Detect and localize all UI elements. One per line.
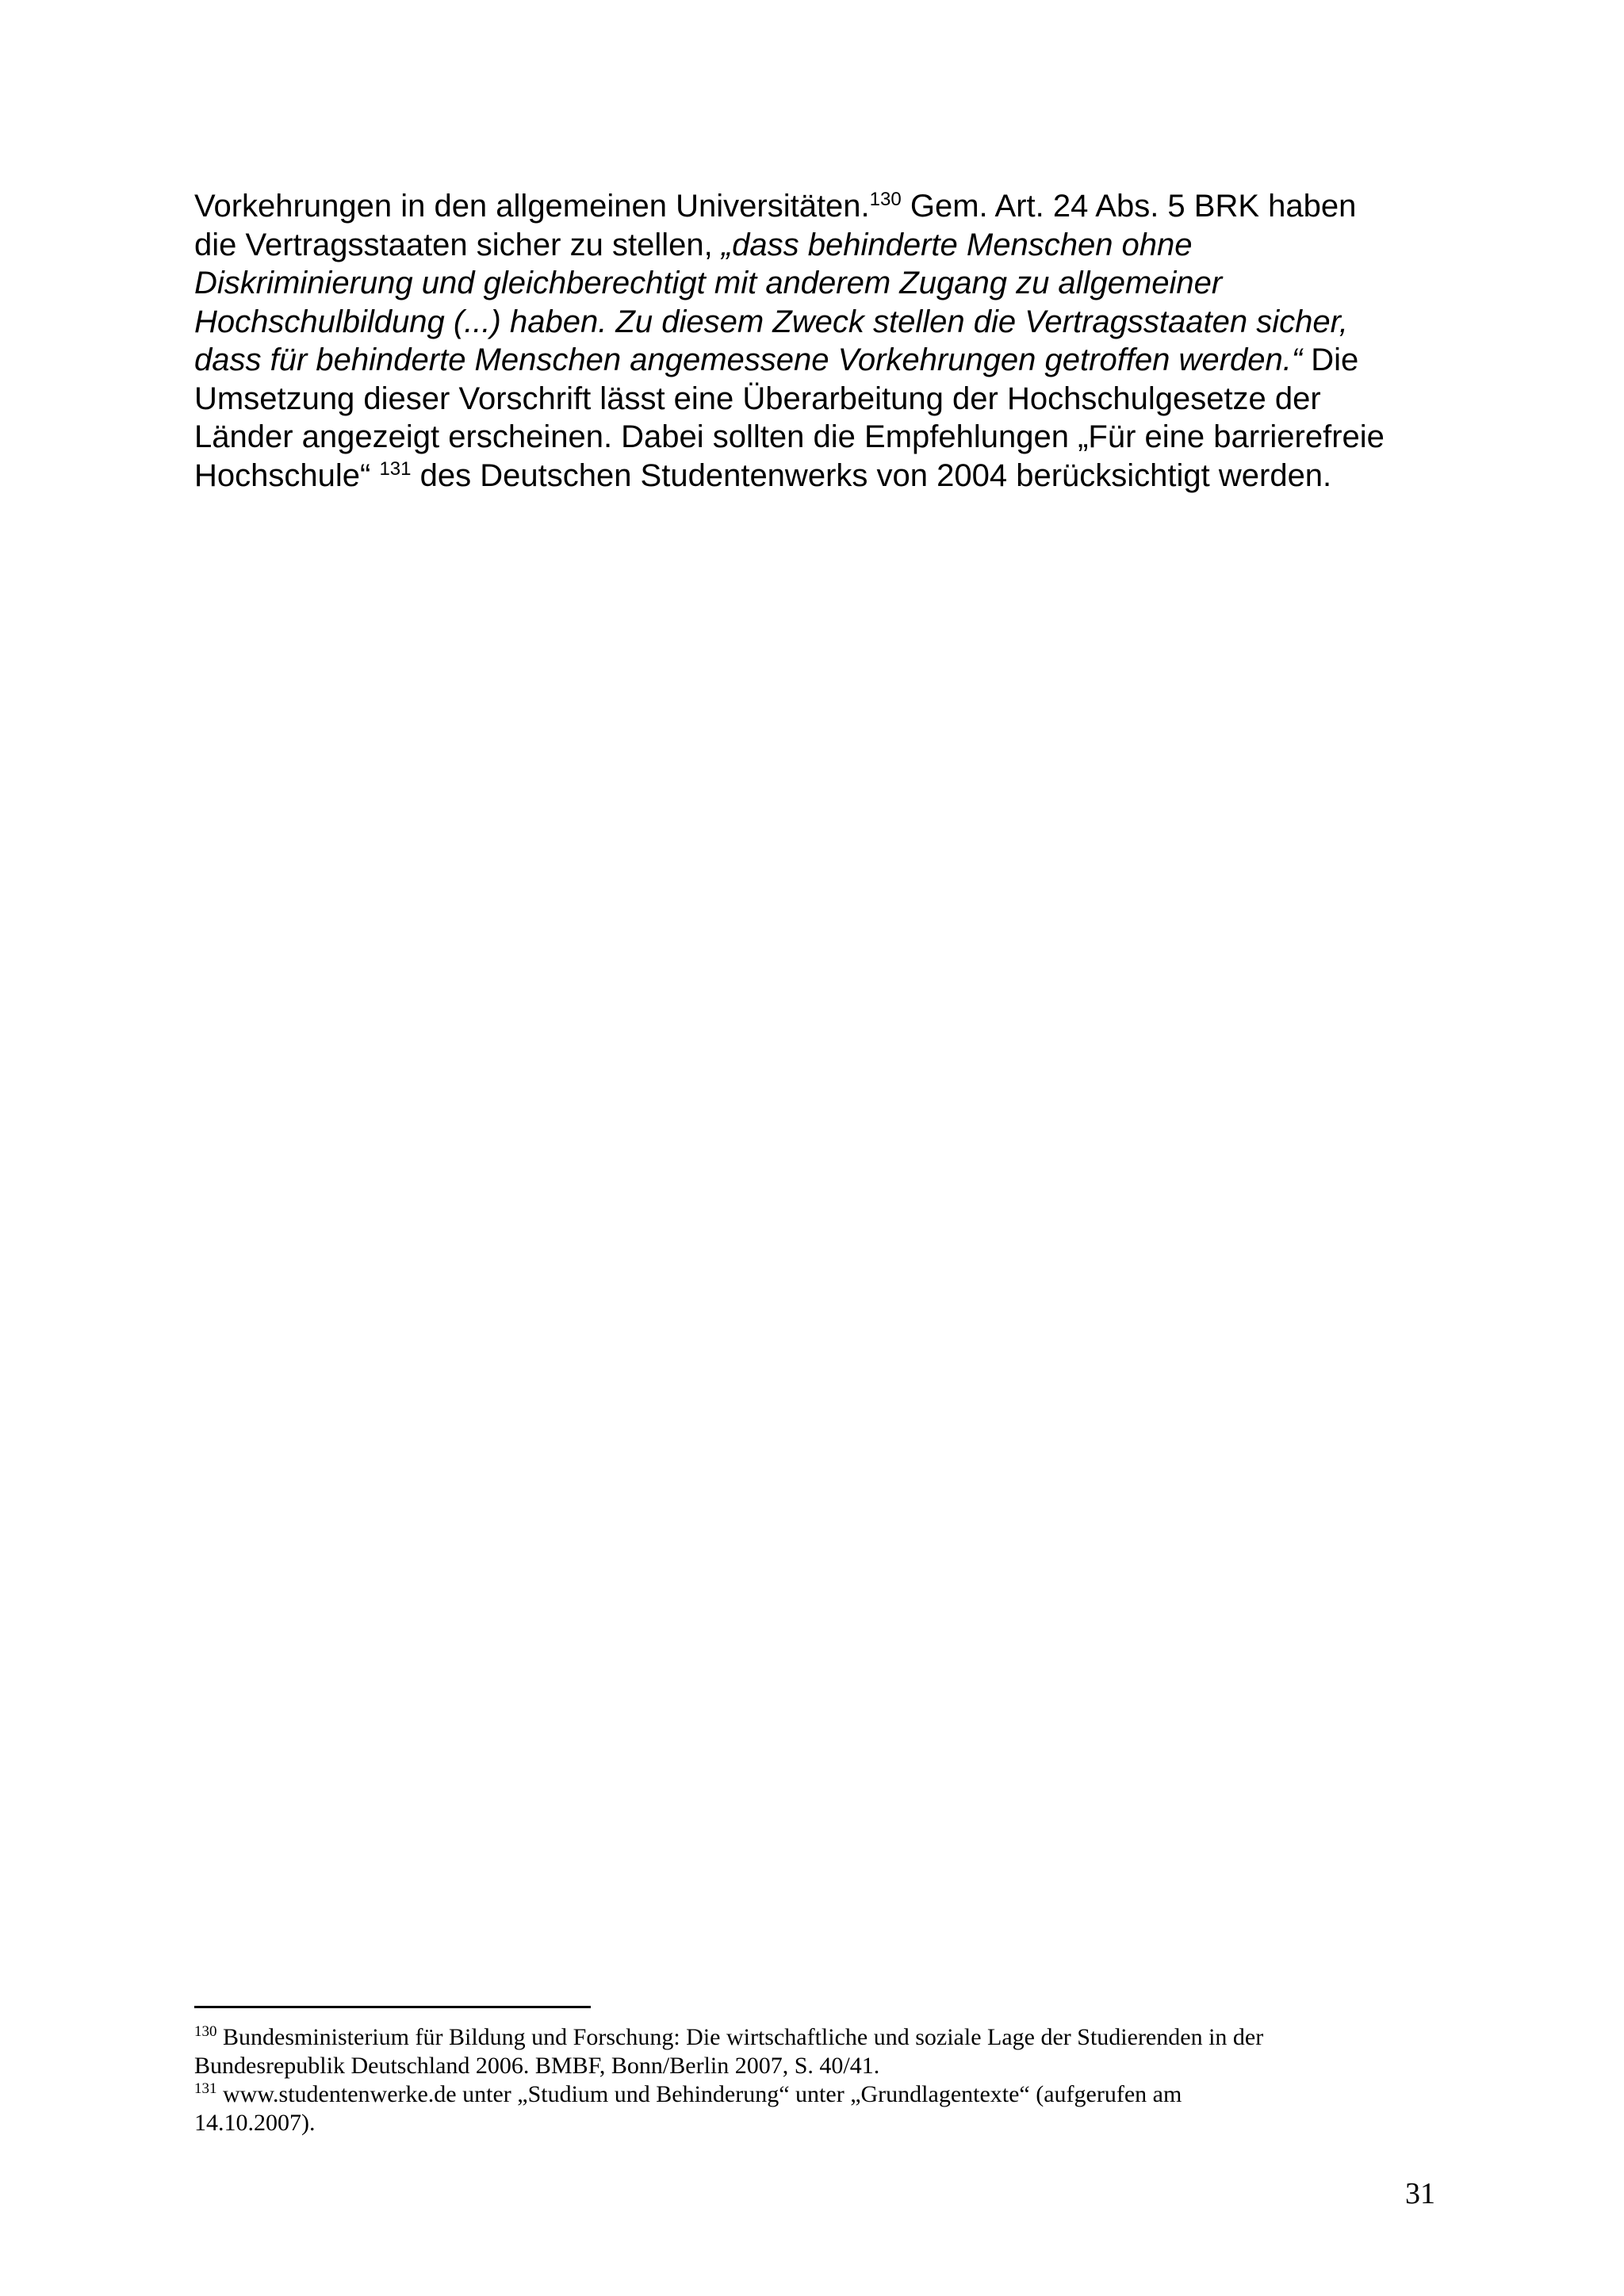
footnote-separator (194, 2006, 591, 2008)
main-paragraph (194, 187, 1447, 495)
quote-run: Hochschulbildung (...) haben. Zu diesem Zweck stellen die Vertragsstaaten sicher, (194, 304, 1348, 339)
paragraph-line-6: Umsetzung dieser Vorschrift lässt eine Überarbeitung der Hochschulgesetze der (194, 381, 1321, 416)
paragraph-line-3 (194, 264, 1447, 303)
paragraph-line-1 (194, 187, 1447, 226)
text-run: die Vertragsstaaten sicher zu stellen, (194, 227, 722, 262)
footnote-text: www.studentenwerke.de unter „Studium und Behinderung“ unter „Grundlagentexte“ (aufgerufen am (216, 2081, 1182, 2107)
footnotes (194, 2023, 1463, 2137)
footnote-131-line-1 (194, 2080, 1463, 2109)
page-number: 31 (1405, 2177, 1435, 2210)
quote-run: dass für behinderte Menschen angemessene Vorkehrungen getroffen werden.“ (194, 342, 1303, 377)
footnote-text: Bundesministerium für Bildung und Forschung: Die wirtschaftliche und soziale Lage der Studierenden in der (216, 2024, 1264, 2050)
paragraph-line-5 (194, 341, 1447, 380)
footnote-number-130: 130 (194, 2023, 217, 2040)
text-run: Die (1302, 342, 1359, 377)
paragraph-line-7: Länder angezeigt erscheinen. Dabei sollten die Empfehlungen „Für eine barrierefreie (194, 419, 1385, 454)
paragraph-line-4 (194, 303, 1447, 342)
text-run: Gem. Art. 24 Abs. 5 BRK haben (901, 189, 1357, 224)
footnote-130-line-2: Bundesrepublik Deutschland 2006. BMBF, Bonn/Berlin 2007, S. 40/41. (194, 2053, 880, 2079)
footnote-131-line-2: 14.10.2007). (194, 2110, 316, 2136)
footnote-number-131: 131 (194, 2080, 217, 2097)
paragraph-line-2 (194, 226, 1447, 265)
paragraph-line-8 (194, 457, 1447, 496)
text-run: des Deutschen Studentenwerks von 2004 berücksichtigt werden. (411, 457, 1332, 493)
footnote-ref-131: 131 (379, 457, 412, 480)
text-run: Vorkehrungen in den allgemeinen Universitäten. (194, 189, 870, 224)
quote-run: „dass behinderte Menschen ohne (721, 227, 1193, 262)
footnote-130-line-1 (194, 2023, 1463, 2052)
text-run: Hochschule“ (194, 457, 380, 493)
quote-run: Diskriminierung und gleichberechtigt mit anderem Zugang zu allgemeiner (194, 266, 1223, 300)
footnote-ref-130: 130 (869, 189, 902, 210)
